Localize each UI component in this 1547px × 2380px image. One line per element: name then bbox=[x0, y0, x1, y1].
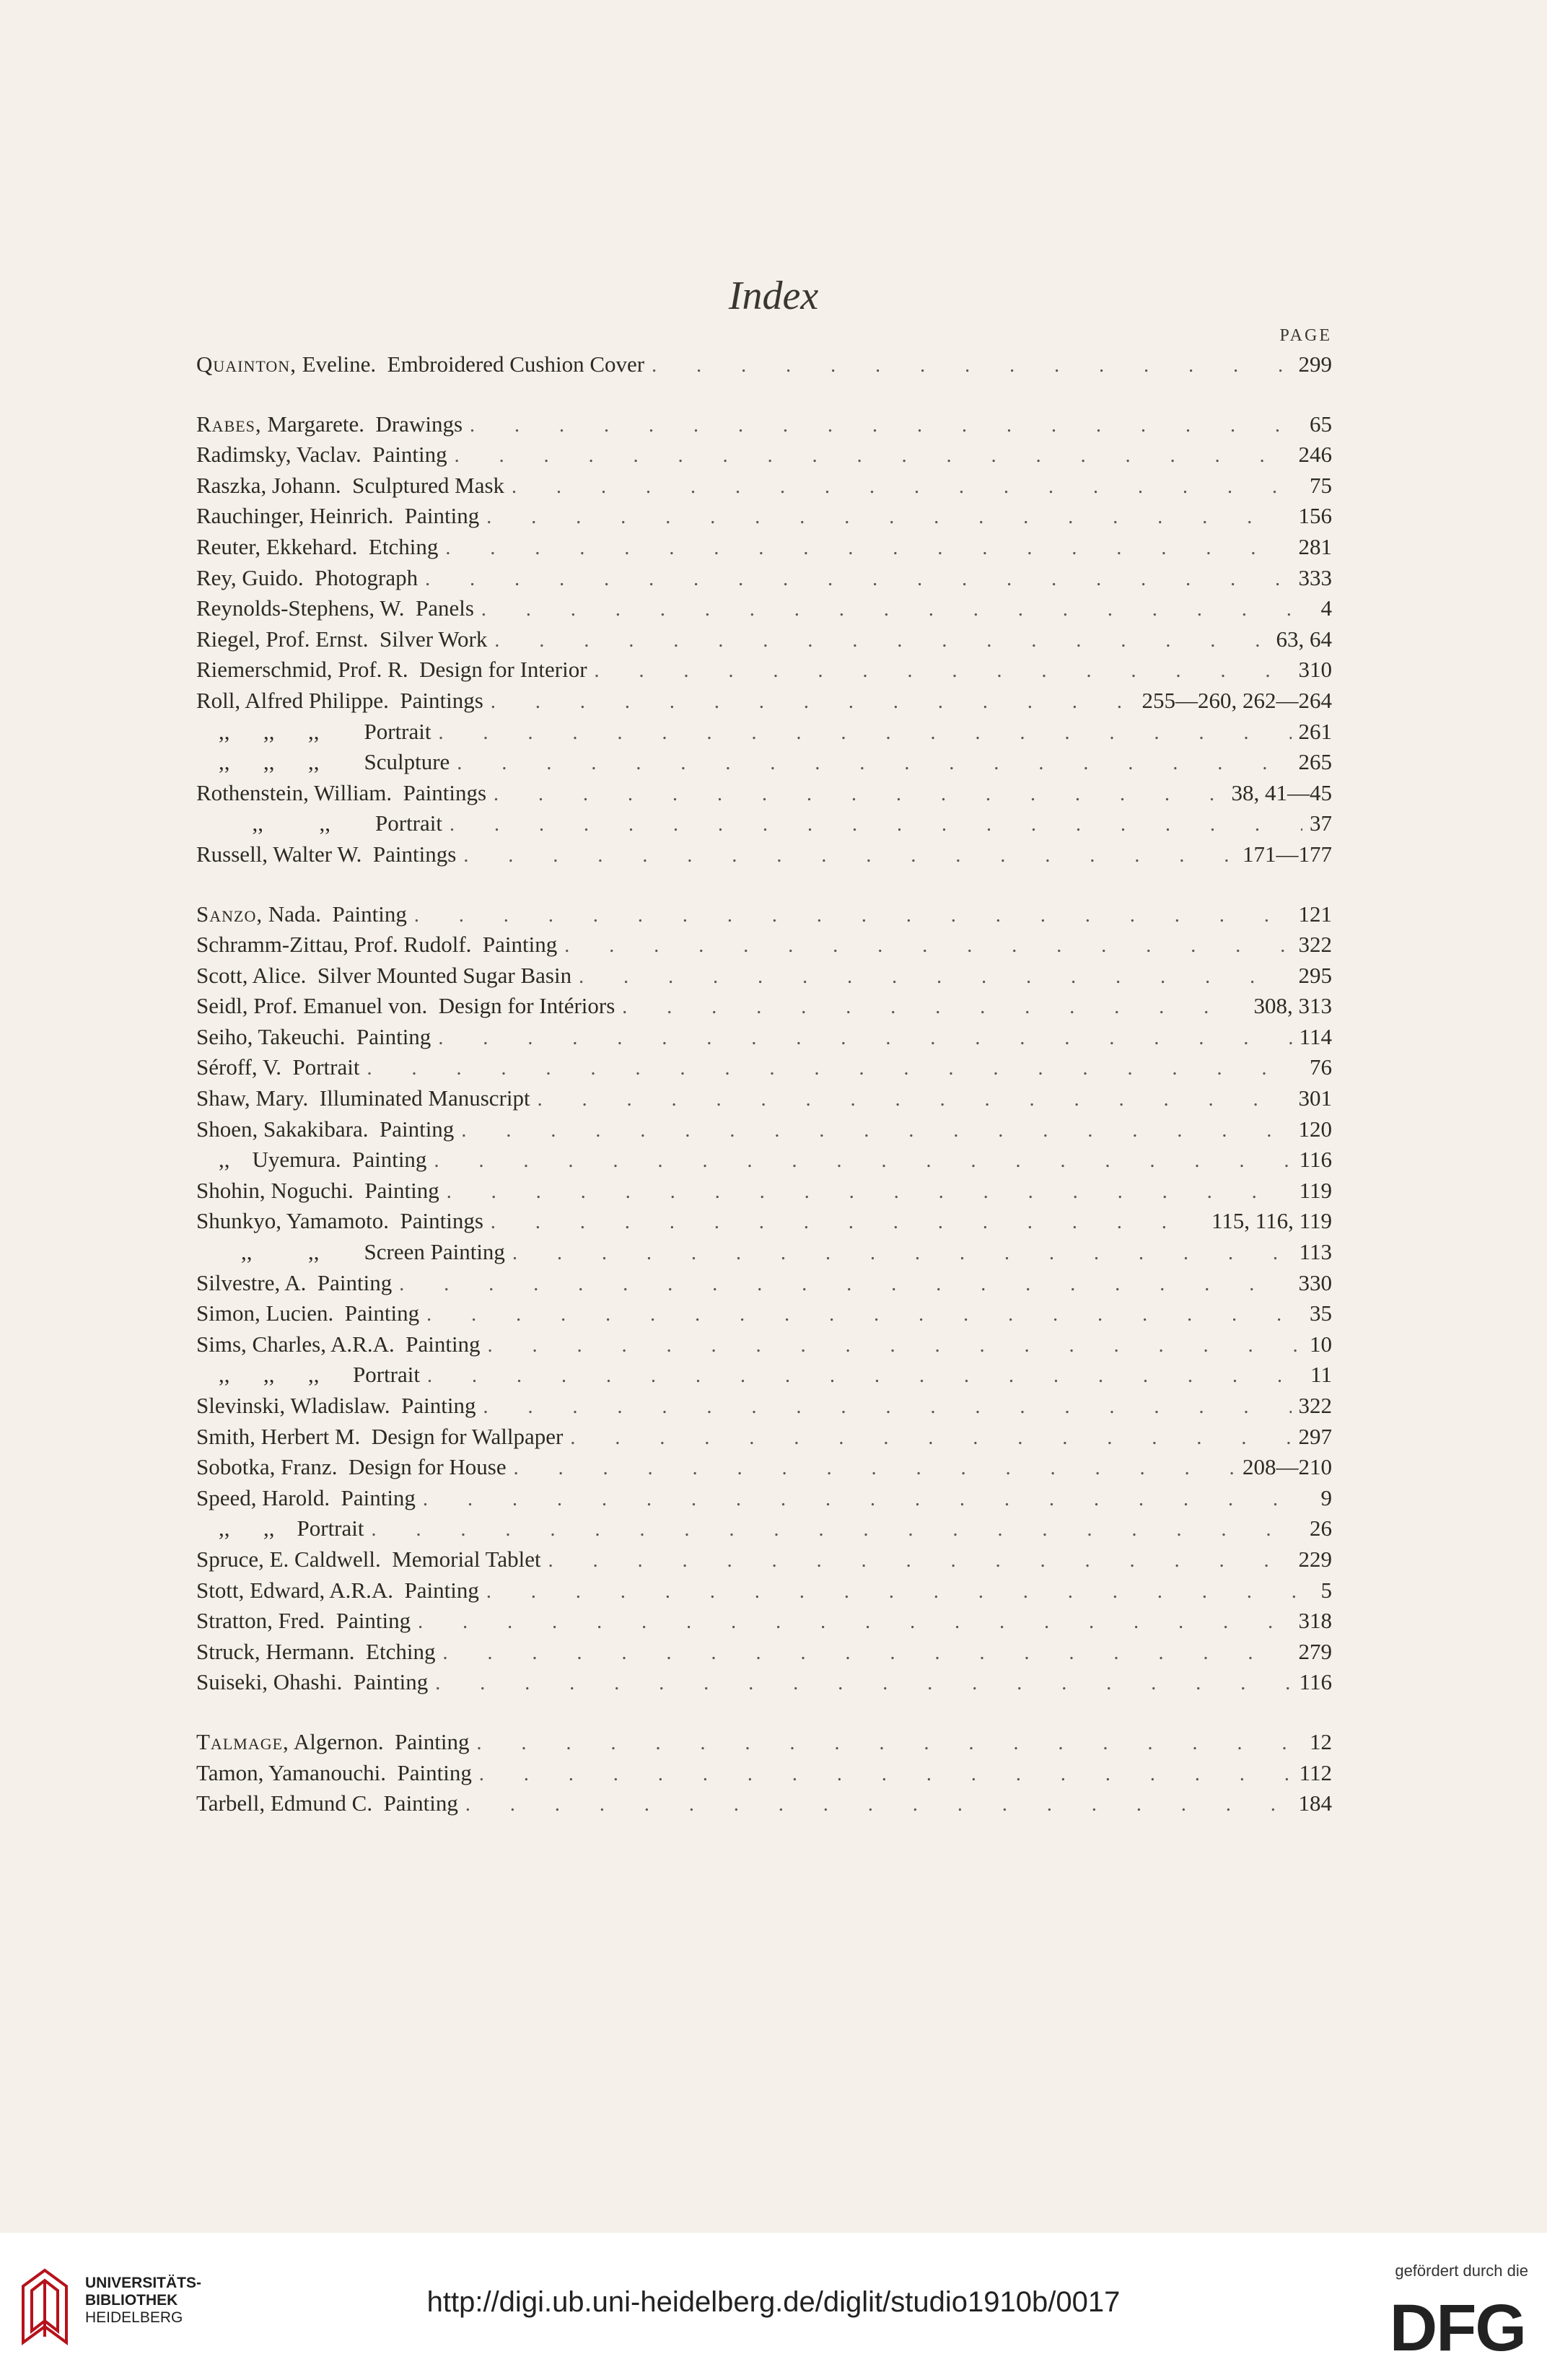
entry-page-number: 116 bbox=[1299, 1669, 1332, 1695]
index-entry bbox=[196, 1667, 1332, 1698]
dot-leader bbox=[483, 1392, 1292, 1423]
entry-text bbox=[196, 593, 474, 624]
entry-description: Suiseki, Ohashi. Painting bbox=[196, 1669, 429, 1695]
dot-leader bbox=[481, 595, 1314, 626]
dot-leader bbox=[450, 810, 1302, 841]
dot-leader bbox=[479, 1759, 1292, 1790]
entry-description: ,, ,, Portrait bbox=[196, 1515, 364, 1541]
dot-leader bbox=[579, 962, 1291, 993]
entry-text bbox=[196, 686, 483, 717]
entry-page-number: 11 bbox=[1310, 1362, 1332, 1388]
page-title: Index bbox=[728, 274, 819, 318]
entry-page-number: 114 bbox=[1299, 1023, 1332, 1049]
entry-text bbox=[196, 778, 486, 809]
entry-description: Struck, Hermann. Etching bbox=[196, 1638, 436, 1664]
entry-text bbox=[196, 747, 450, 778]
dot-leader bbox=[457, 748, 1291, 779]
entry-text bbox=[196, 929, 557, 961]
entry-page-number: 229 bbox=[1298, 1546, 1332, 1572]
funder-label: gefördert durch die bbox=[1395, 2262, 1528, 2280]
entry-description: ,, ,, Portrait bbox=[196, 810, 442, 836]
index-entry bbox=[196, 1268, 1332, 1299]
entry-description: Seiho, Takeuchi. Painting bbox=[196, 1023, 431, 1049]
entry-page-number: 121 bbox=[1298, 901, 1332, 927]
entry-description: Rothenstein, William. Paintings bbox=[196, 779, 487, 805]
page-column-label: PAGE bbox=[1279, 326, 1332, 345]
entry-description: Sobotka, Franz. Design for House bbox=[196, 1454, 507, 1480]
index-entries bbox=[196, 349, 1332, 1819]
index-entry bbox=[196, 655, 1332, 686]
index-entry bbox=[196, 1483, 1332, 1514]
entry-text bbox=[196, 961, 571, 992]
dot-leader bbox=[414, 901, 1292, 932]
entry-description: Scott, Alice. Silver Mounted Sugar Basin bbox=[196, 962, 572, 988]
entry-page-number: 246 bbox=[1298, 442, 1332, 468]
index-entry bbox=[196, 1727, 1332, 1758]
entry-description: Tarbell, Edmund C. Painting bbox=[196, 1790, 458, 1816]
index-entry bbox=[196, 686, 1332, 717]
index-entry bbox=[196, 1114, 1332, 1145]
entry-text bbox=[196, 1483, 416, 1514]
entry-description: Stratton, Fred. Painting bbox=[196, 1608, 411, 1634]
entry-description: Shunkyo, Yamamoto. Paintings bbox=[196, 1208, 483, 1234]
entry-description: ,, ,, ,, Sculpture bbox=[196, 749, 450, 775]
entry-page-number: 112 bbox=[1299, 1759, 1332, 1785]
entry-description: Simon, Lucien. Painting bbox=[196, 1300, 420, 1326]
library-name-line: UNIVERSITÄTS- bbox=[85, 2275, 202, 2291]
index-entry bbox=[196, 1422, 1332, 1453]
dot-leader bbox=[595, 656, 1292, 687]
entry-description: Schramm-Zittau, Prof. Rudolf. Painting bbox=[196, 932, 558, 958]
index-entry bbox=[196, 1298, 1332, 1329]
entry-text bbox=[196, 532, 438, 563]
entry-description: ,, ,, Screen Painting bbox=[196, 1239, 505, 1265]
entry-text bbox=[196, 1637, 435, 1668]
index-entry bbox=[196, 409, 1332, 440]
entry-description: Radimsky, Vaclav. Painting bbox=[196, 442, 447, 468]
dot-leader bbox=[423, 1484, 1314, 1515]
entry-page-number: 330 bbox=[1298, 1269, 1332, 1295]
entry-page-number: 35 bbox=[1310, 1300, 1332, 1326]
entry-text bbox=[196, 1727, 470, 1758]
entry-page-number: 113 bbox=[1299, 1239, 1332, 1265]
entry-text bbox=[196, 624, 487, 655]
index-entry bbox=[196, 1237, 1332, 1268]
index-entry bbox=[196, 929, 1332, 961]
entry-description: Riemerschmid, Prof. R. Design for Interior bbox=[196, 657, 587, 683]
library-name-line: HEIDELBERG bbox=[85, 2309, 183, 2326]
entry-text bbox=[196, 439, 447, 471]
index-entry bbox=[196, 1329, 1332, 1360]
entry-page-number: 318 bbox=[1298, 1608, 1332, 1634]
index-entry bbox=[196, 593, 1332, 624]
entry-description: Algernon. Painting bbox=[289, 1728, 470, 1754]
entry-page-number: 208—210 bbox=[1243, 1454, 1332, 1480]
index-entry bbox=[196, 1758, 1332, 1789]
dot-leader bbox=[372, 1515, 1303, 1546]
entry-page-number: 115, 116, 119 bbox=[1211, 1208, 1332, 1234]
dfg-logo: DFG bbox=[1389, 2291, 1525, 2365]
entry-page-number: 156 bbox=[1298, 503, 1332, 529]
entry-description: Margarete. Drawings bbox=[261, 411, 463, 437]
entry-description: Roll, Alfred Philippe. Paintings bbox=[196, 687, 483, 713]
entry-description: Raszka, Johann. Sculptured Mask bbox=[196, 472, 505, 498]
entry-page-number: 75 bbox=[1310, 472, 1332, 498]
index-letter-group bbox=[196, 349, 1332, 380]
entry-page-number: 297 bbox=[1298, 1423, 1332, 1449]
dot-leader bbox=[486, 502, 1291, 533]
index-entry bbox=[196, 563, 1332, 594]
entry-page-number: 333 bbox=[1298, 564, 1332, 590]
entry-text bbox=[196, 1667, 428, 1698]
dot-leader bbox=[564, 931, 1291, 962]
dot-leader bbox=[548, 1546, 1292, 1577]
entry-page-number: 299 bbox=[1298, 351, 1332, 377]
entry-description: Sims, Charles, A.R.A. Painting bbox=[196, 1331, 481, 1357]
dot-leader bbox=[426, 1300, 1302, 1331]
index-entry bbox=[196, 991, 1332, 1022]
entry-page-number: 38, 41—45 bbox=[1231, 779, 1332, 805]
entry-text bbox=[196, 1606, 411, 1637]
entry-page-number: 279 bbox=[1298, 1638, 1332, 1664]
index-entry bbox=[196, 471, 1332, 502]
entry-text bbox=[196, 1788, 458, 1819]
entry-description: Russell, Walter W. Paintings bbox=[196, 841, 457, 867]
index-entry bbox=[196, 501, 1332, 532]
dot-leader bbox=[494, 626, 1268, 657]
entry-surname-smallcaps: Talmage, bbox=[196, 1728, 289, 1754]
dot-leader bbox=[427, 1361, 1303, 1392]
entry-page-number: 5 bbox=[1320, 1577, 1332, 1603]
dot-leader bbox=[477, 1728, 1302, 1759]
dot-leader bbox=[367, 1054, 1302, 1085]
entry-page-number: 119 bbox=[1299, 1177, 1332, 1203]
entry-description: Riegel, Prof. Ernst. Silver Work bbox=[196, 626, 488, 652]
entry-text bbox=[196, 1206, 483, 1237]
dot-leader bbox=[486, 1577, 1314, 1608]
entry-text bbox=[196, 349, 644, 380]
entry-text bbox=[196, 1052, 359, 1083]
dot-leader bbox=[463, 841, 1235, 872]
dot-leader bbox=[435, 1668, 1292, 1699]
index-letter-group bbox=[196, 409, 1332, 870]
index-entry bbox=[196, 1052, 1332, 1083]
index-entry bbox=[196, 1145, 1332, 1176]
entry-surname-smallcaps: Rabes, bbox=[196, 411, 262, 437]
permalink-url[interactable]: http://digi.ub.uni-heidelberg.de/diglit/studio1910b/0017 bbox=[426, 2286, 1121, 2318]
entry-text bbox=[196, 991, 615, 1022]
entry-description: Rey, Guido. Photograph bbox=[196, 564, 418, 590]
index-entry bbox=[196, 1575, 1332, 1606]
dot-leader bbox=[538, 1085, 1292, 1116]
entry-text bbox=[196, 1758, 472, 1789]
entry-description: Seidl, Prof. Emanuel von. Design for Intériors bbox=[196, 993, 615, 1019]
entry-surname-smallcaps: Quainton, bbox=[196, 351, 297, 377]
index-entry bbox=[196, 1360, 1332, 1391]
entry-description: Eveline. Embroidered Cushion Cover bbox=[296, 351, 645, 377]
entry-page-number: 76 bbox=[1310, 1054, 1332, 1080]
entry-text bbox=[196, 1237, 505, 1268]
dot-leader bbox=[570, 1423, 1291, 1454]
entry-page-number: 63, 64 bbox=[1276, 626, 1332, 652]
entry-text bbox=[196, 563, 418, 594]
entry-surname-smallcaps: Sanzo, bbox=[196, 901, 263, 927]
entry-text bbox=[196, 1083, 530, 1114]
entry-text bbox=[196, 1298, 419, 1329]
entry-description: ,, Uyemura. Painting bbox=[196, 1147, 427, 1173]
dot-leader bbox=[447, 1177, 1292, 1208]
entry-page-number: 26 bbox=[1310, 1515, 1332, 1541]
entry-page-number: 255—260, 262—264 bbox=[1141, 687, 1332, 713]
entry-text bbox=[196, 1422, 563, 1453]
entry-text bbox=[196, 899, 407, 930]
dot-leader bbox=[491, 687, 1135, 718]
entry-description: Séroff, V. Portrait bbox=[196, 1054, 360, 1080]
entry-text bbox=[196, 1329, 481, 1360]
dot-leader bbox=[622, 992, 1246, 1023]
entry-text bbox=[196, 655, 587, 686]
index-entry bbox=[196, 1452, 1332, 1483]
entry-description: Silvestre, A. Painting bbox=[196, 1269, 393, 1295]
footer bbox=[0, 2233, 1547, 2380]
entry-page-number: 10 bbox=[1310, 1331, 1332, 1357]
dot-leader bbox=[512, 472, 1302, 503]
entry-description: Speed, Harold. Painting bbox=[196, 1484, 416, 1510]
index-entry bbox=[196, 1544, 1332, 1575]
entry-text bbox=[196, 1360, 420, 1391]
dot-leader bbox=[445, 533, 1291, 564]
library-name-line: BIBLIOTHEK bbox=[85, 2292, 178, 2309]
index-entry bbox=[196, 747, 1332, 778]
index-entry bbox=[196, 439, 1332, 471]
index-entry bbox=[196, 1788, 1332, 1819]
index-letter-group bbox=[196, 899, 1332, 1698]
entry-description: Smith, Herbert M. Design for Wallpaper bbox=[196, 1423, 564, 1449]
entry-text bbox=[196, 1022, 431, 1053]
index-entry bbox=[196, 1206, 1332, 1237]
entry-page-number: 322 bbox=[1298, 932, 1332, 958]
entry-text bbox=[196, 1114, 454, 1145]
entry-page-number: 295 bbox=[1298, 962, 1332, 988]
index-entry bbox=[196, 1637, 1332, 1668]
index-entry bbox=[196, 532, 1332, 563]
entry-description: ,, ,, ,, Portrait bbox=[196, 1362, 420, 1388]
entry-description: Spruce, E. Caldwell. Memorial Tablet bbox=[196, 1546, 541, 1572]
entry-text bbox=[196, 471, 504, 502]
index-entry bbox=[196, 624, 1332, 655]
entry-text bbox=[196, 717, 431, 748]
entry-text bbox=[196, 1544, 541, 1575]
entry-text bbox=[196, 808, 442, 839]
entry-description: Stott, Edward, A.R.A. Painting bbox=[196, 1577, 479, 1603]
entry-description: Shohin, Noguchi. Painting bbox=[196, 1177, 439, 1203]
index-entry bbox=[196, 839, 1332, 870]
entry-page-number: 4 bbox=[1320, 595, 1332, 621]
index-entry bbox=[196, 1176, 1332, 1207]
entry-page-number: 265 bbox=[1298, 749, 1332, 775]
entry-text bbox=[196, 839, 456, 870]
dot-leader bbox=[470, 411, 1302, 442]
index-entry bbox=[196, 1513, 1332, 1544]
entry-page-number: 281 bbox=[1298, 533, 1332, 559]
entry-description: Shaw, Mary. Illuminated Manuscript bbox=[196, 1085, 530, 1111]
entry-text bbox=[196, 409, 463, 440]
index-entry bbox=[196, 1022, 1332, 1053]
entry-page-number: 120 bbox=[1298, 1116, 1332, 1142]
entry-description: Nada. Painting bbox=[263, 901, 407, 927]
dot-leader bbox=[461, 1116, 1291, 1147]
entry-description: Slevinski, Wladislaw. Painting bbox=[196, 1393, 476, 1418]
dot-leader bbox=[491, 1207, 1204, 1238]
dot-leader bbox=[418, 1607, 1291, 1638]
entry-description: Shoen, Sakakibara. Painting bbox=[196, 1116, 455, 1142]
dot-leader bbox=[512, 1238, 1292, 1269]
entry-page-number: 310 bbox=[1298, 657, 1332, 683]
entry-page-number: 322 bbox=[1298, 1393, 1332, 1418]
dot-leader bbox=[465, 1790, 1292, 1821]
entry-page-number: 37 bbox=[1310, 810, 1332, 836]
dot-leader bbox=[652, 351, 1291, 382]
dot-leader bbox=[455, 441, 1292, 472]
entry-description: Rauchinger, Heinrich. Painting bbox=[196, 503, 480, 529]
dot-leader bbox=[425, 564, 1291, 595]
index-entry bbox=[196, 1391, 1332, 1422]
index-entry bbox=[196, 899, 1332, 930]
entry-page-number: 308, 313 bbox=[1253, 993, 1332, 1019]
entry-description: ,, ,, ,, Portrait bbox=[196, 718, 431, 744]
index-entry bbox=[196, 1083, 1332, 1114]
index-entry bbox=[196, 349, 1332, 380]
dot-leader bbox=[434, 1146, 1292, 1177]
dot-leader bbox=[439, 718, 1292, 749]
entry-page-number: 65 bbox=[1310, 411, 1332, 437]
index-entry bbox=[196, 778, 1332, 809]
entry-page-number: 184 bbox=[1298, 1790, 1332, 1816]
index-letter-group bbox=[196, 1727, 1332, 1819]
dot-leader bbox=[488, 1331, 1302, 1362]
entry-text bbox=[196, 1575, 479, 1606]
entry-text bbox=[196, 1176, 439, 1207]
entry-description: Reuter, Ekkehard. Etching bbox=[196, 533, 439, 559]
index-entry bbox=[196, 808, 1332, 839]
entry-text bbox=[196, 1145, 426, 1176]
dot-leader bbox=[442, 1638, 1291, 1669]
dot-leader bbox=[438, 1023, 1292, 1054]
entry-text bbox=[196, 1513, 364, 1544]
entry-text bbox=[196, 1268, 392, 1299]
entry-page-number: 301 bbox=[1298, 1085, 1332, 1111]
entry-page-number: 12 bbox=[1310, 1728, 1332, 1754]
dot-leader bbox=[494, 779, 1224, 810]
entry-page-number: 171—177 bbox=[1243, 841, 1332, 867]
entry-text bbox=[196, 1391, 476, 1422]
entry-description: Tamon, Yamanouchi. Painting bbox=[196, 1759, 472, 1785]
dot-leader bbox=[514, 1453, 1235, 1484]
entry-page-number: 261 bbox=[1298, 718, 1332, 744]
dot-leader bbox=[399, 1269, 1291, 1300]
entry-text bbox=[196, 501, 479, 532]
entry-description: Reynolds-Stephens, W. Panels bbox=[196, 595, 474, 621]
entry-text bbox=[196, 1452, 507, 1483]
index-entry bbox=[196, 1606, 1332, 1637]
index-entry bbox=[196, 717, 1332, 748]
entry-page-number: 116 bbox=[1299, 1147, 1332, 1173]
entry-page-number: 9 bbox=[1320, 1484, 1332, 1510]
index-entry bbox=[196, 961, 1332, 992]
